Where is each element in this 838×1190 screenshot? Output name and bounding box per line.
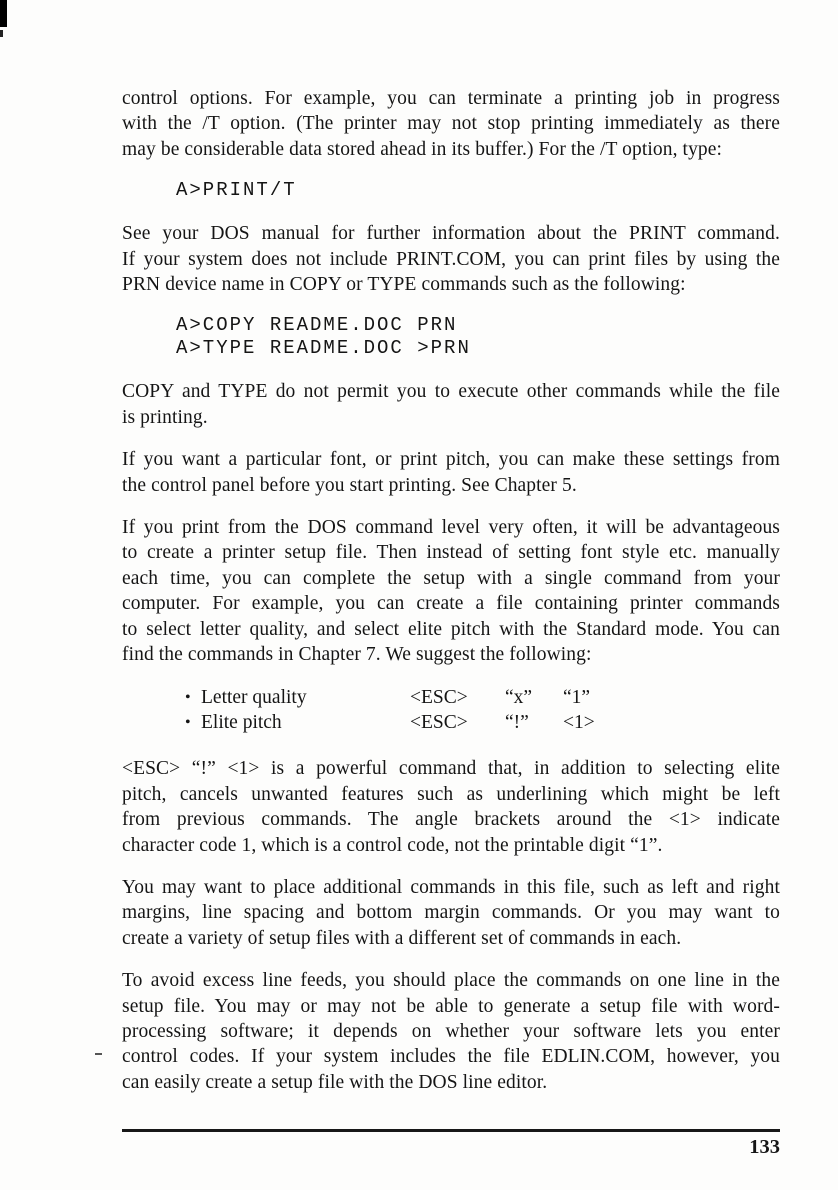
command-row-letter-quality bbox=[122, 685, 780, 710]
text-line: can easily create a setup file with the DOS line editor. bbox=[122, 1071, 548, 1093]
text-line: <ESC> “!” <1> is a powerful command that, in addition to selecting elite bbox=[122, 758, 780, 780]
text-line: each time, you can complete the setup with a single command from your bbox=[122, 567, 780, 589]
text-line: pitch, cancels unwanted features such as underlining which might be left bbox=[122, 783, 780, 805]
paragraph-control-options bbox=[122, 86, 780, 162]
scan-artifact-dash bbox=[95, 1053, 102, 1055]
text-line: control codes. If your system includes the file EDLIN.COM, however, you bbox=[122, 1046, 780, 1068]
command-esc-code: <ESC> bbox=[410, 686, 468, 708]
text-line: setup file. You may or may not be able to generate a setup file with word- bbox=[122, 995, 780, 1017]
paragraph-setup-file bbox=[122, 515, 780, 667]
command-char-code: “!” bbox=[505, 711, 529, 733]
text-line: PRN device name in COPY or TYPE commands such as the following: bbox=[122, 274, 686, 296]
text-line: margins, line spacing and bottom margin commands. Or you may want to bbox=[122, 902, 780, 924]
text-line: to select letter quality, and select elite pitch with the Standard mode. You can bbox=[122, 618, 780, 640]
text-line: See your DOS manual for further information about the PRINT command. bbox=[122, 223, 780, 245]
paragraph-font-pitch bbox=[122, 447, 780, 498]
page-number: 133 bbox=[749, 1136, 780, 1158]
scan-artifact-mark bbox=[0, 30, 3, 37]
text-line: find the commands in Chapter 7. We suggest the following: bbox=[122, 644, 592, 666]
text-line: A>COPY README.DOC PRN bbox=[176, 314, 458, 337]
bullet-icon: • bbox=[185, 688, 191, 706]
text-line: If you want a particular font, or print pitch, you can make these settings from bbox=[122, 449, 780, 471]
text-line: create a variety of setup files with a different set of commands in each. bbox=[122, 927, 682, 949]
paragraph-additional-commands bbox=[122, 875, 780, 951]
text-line: processing software; it depends on whether your software lets you enter bbox=[122, 1020, 780, 1042]
text-line: If you print from the DOS command level very often, it will be advantageous bbox=[122, 517, 780, 539]
command-label: Letter quality bbox=[201, 686, 307, 708]
paragraph-line-feeds bbox=[122, 968, 780, 1095]
page-body bbox=[122, 86, 780, 1112]
command-row-elite-pitch bbox=[122, 710, 780, 735]
text-line: may be considerable data stored ahead in its buffer.) For the /T option, type: bbox=[122, 138, 723, 160]
text-line: from previous commands. The angle brackets around the <1> indicate bbox=[122, 809, 780, 831]
command-suggestion-table bbox=[122, 685, 780, 736]
text-line: to create a printer setup file. Then instead of setting font style etc. manually bbox=[122, 542, 780, 564]
command-esc-code: <ESC> bbox=[410, 711, 468, 733]
scan-artifact-bar bbox=[0, 0, 7, 27]
text-line: character code 1, which is a control code, not the printable digit “1”. bbox=[122, 834, 663, 856]
command-value-code: “1” bbox=[563, 686, 591, 708]
text-line: COPY and TYPE do not permit you to execute other commands while the file bbox=[122, 381, 780, 403]
code-block-print-command bbox=[176, 179, 780, 202]
text-line: If your system does not include PRINT.COM, you can print files by using the bbox=[122, 248, 780, 270]
paragraph-esc-command bbox=[122, 756, 780, 858]
command-char-code: “x” bbox=[505, 686, 533, 708]
text-line: A>TYPE README.DOC >PRN bbox=[176, 337, 471, 360]
code-block-copy-type bbox=[176, 314, 780, 360]
bullet-icon: • bbox=[185, 713, 191, 731]
text-line: A>PRINT/T bbox=[176, 179, 297, 202]
paragraph-copy-type-note bbox=[122, 379, 780, 430]
command-label: Elite pitch bbox=[201, 711, 282, 733]
text-line: To avoid excess line feeds, you should place the commands on one line in the bbox=[122, 970, 780, 992]
paragraph-dos-manual bbox=[122, 221, 780, 297]
text-line: is printing. bbox=[122, 406, 208, 428]
text-line: the control panel before you start printing. See Chapter 5. bbox=[122, 474, 577, 496]
text-line: with the /T option. (The printer may not stop printing immediately as there bbox=[122, 113, 780, 135]
command-value-code: <1> bbox=[563, 711, 595, 733]
text-line: control options. For example, you can terminate a printing job in progress bbox=[122, 88, 780, 109]
footer-rule bbox=[122, 1129, 780, 1132]
text-line: You may want to place additional commands in this file, such as left and right bbox=[122, 876, 780, 898]
text-line: computer. For example, you can create a file containing printer commands bbox=[122, 593, 780, 615]
